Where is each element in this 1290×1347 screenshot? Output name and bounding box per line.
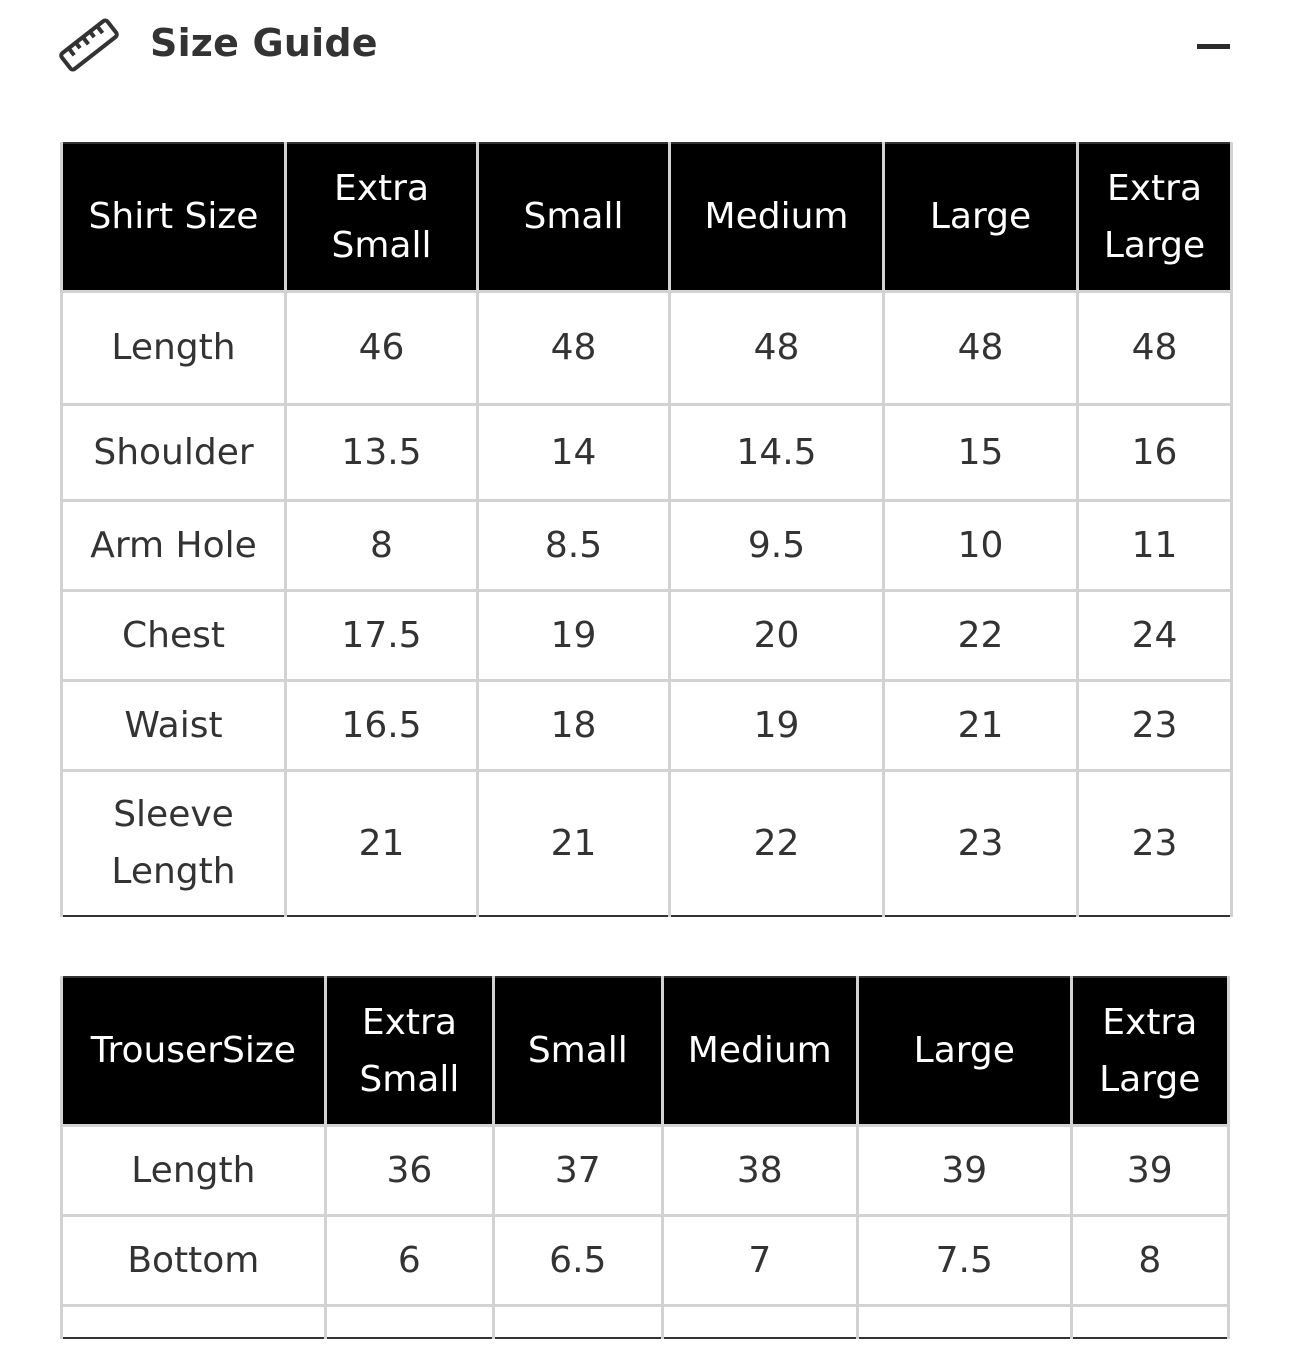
table-row [62,1125,1229,1215]
trouser-table-header-row [62,977,1229,1125]
table-cell: 23 [1078,770,1232,916]
table-cell: 46 [286,291,478,404]
row-label: Bottom [62,1215,326,1305]
table-row [62,1305,1229,1338]
table-cell: 7.5 [858,1215,1072,1305]
row-label: Arm Hole [62,500,286,590]
row-label: Sleeve Length [62,770,286,916]
column-header: Large [884,143,1078,291]
ruler-icon [58,16,120,74]
column-header: Extra Small [286,143,478,291]
column-header: TrouserSize [62,977,326,1125]
table-cell: 19 [478,590,670,680]
column-header: Medium [670,143,884,291]
row-label: Length [62,1125,326,1215]
table-cell: 36 [325,1125,493,1215]
size-guide-title: Size Guide [150,21,378,65]
table-cell: 48 [884,291,1078,404]
table-cell: 21 [286,770,478,916]
table-cell: 24 [1078,590,1232,680]
row-label [62,1305,326,1338]
table-cell: 13.5 [286,404,478,500]
table-cell: 48 [670,291,884,404]
column-header: Medium [662,977,858,1125]
table-cell: 14.5 [670,404,884,500]
table-cell: 11 [1078,500,1232,590]
table-row [62,1215,1229,1305]
table-row [62,680,1232,770]
table-cell: 8.5 [478,500,670,590]
table-cell [494,1305,662,1338]
table-cell: 8 [286,500,478,590]
table-cell: 9.5 [670,500,884,590]
shirt-table-header-row [62,143,1232,291]
column-header: Small [494,977,662,1125]
row-label: Length [62,291,286,404]
table-cell: 7 [662,1215,858,1305]
table-cell: 6.5 [494,1215,662,1305]
collapse-button[interactable] [1194,30,1234,64]
table-cell: 48 [478,291,670,404]
table-row [62,404,1232,500]
table-cell: 14 [478,404,670,500]
minus-icon [1197,44,1230,49]
column-header: Extra Small [325,977,493,1125]
trouser-size-table [60,976,1230,1339]
column-header: Extra Large [1078,143,1232,291]
row-label: Chest [62,590,286,680]
table-cell: 22 [670,770,884,916]
table-cell [858,1305,1072,1338]
table-cell: 10 [884,500,1078,590]
table-cell [662,1305,858,1338]
column-header: Extra Large [1071,977,1228,1125]
table-cell: 17.5 [286,590,478,680]
table-cell: 23 [1078,680,1232,770]
table-cell: 39 [858,1125,1072,1215]
shirt-size-table [60,142,1233,917]
row-label: Waist [62,680,286,770]
column-header: Large [858,977,1072,1125]
table-cell: 15 [884,404,1078,500]
row-label: Shoulder [62,404,286,500]
table-cell: 16 [1078,404,1232,500]
table-cell: 20 [670,590,884,680]
table-cell: 21 [884,680,1078,770]
column-header: Shirt Size [62,143,286,291]
table-cell [1071,1305,1228,1338]
table-cell: 39 [1071,1125,1228,1215]
table-cell: 21 [478,770,670,916]
table-cell: 23 [884,770,1078,916]
table-cell: 18 [478,680,670,770]
table-cell: 16.5 [286,680,478,770]
column-header: Small [478,143,670,291]
table-cell: 38 [662,1125,858,1215]
table-cell: 22 [884,590,1078,680]
size-guide-header[interactable] [0,0,1290,92]
table-row [62,770,1232,916]
table-cell: 37 [494,1125,662,1215]
table-cell [325,1305,493,1338]
table-cell: 6 [325,1215,493,1305]
table-row [62,500,1232,590]
table-cell: 48 [1078,291,1232,404]
table-cell: 19 [670,680,884,770]
table-row [62,590,1232,680]
table-cell: 8 [1071,1215,1228,1305]
table-row [62,291,1232,404]
